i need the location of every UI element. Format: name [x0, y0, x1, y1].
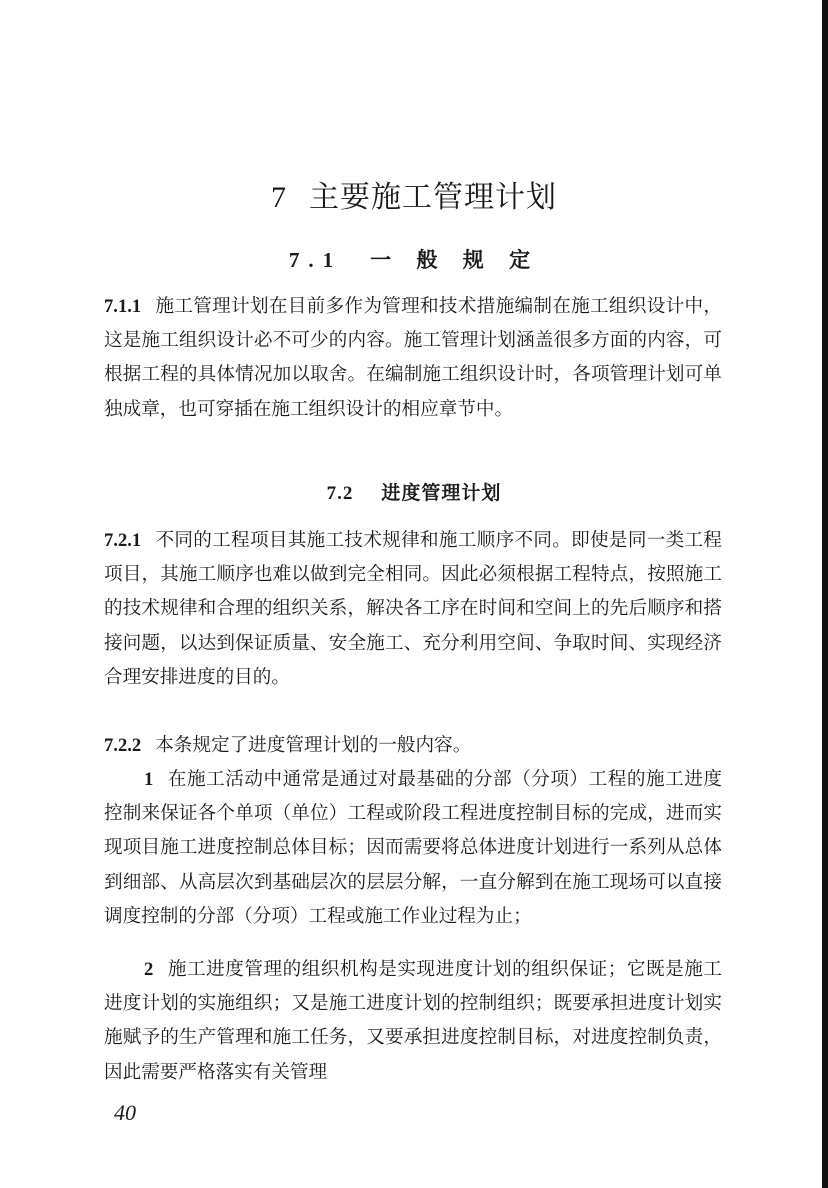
clause-7-1-1: [104, 290, 722, 427]
section-number: 7.2: [326, 483, 354, 504]
scan-edge-border: [822, 0, 828, 1188]
page-number: 40: [114, 1100, 136, 1125]
list-item-2: [104, 953, 722, 1090]
item-text: 在施工活动中通常是通过对最基础的分部（分项）工程的施工进度控制来保证各个单项（单位）工程或阶段工程进度控制目标的完成，进而实现项目施工进度控制总体目标；因而需要将总体进度计划进行一系列从总体到细部、从高层次到基础层次的层层分解，一直分解到在施工现场可以直接调度控制的分部（分项）工程或施工作业过程为止；: [104, 769, 722, 927]
item-number: 2: [144, 959, 154, 980]
list-item-1: [104, 763, 722, 934]
clause-text: 不同的工程项目其施工技术规律和施工顺序不同。即使是同一类工程项目，其施工顺序也难以做到完全相同。因此必须根据工程特点，按照施工的技术规律和合理的组织关系，解决各工序在时间和空间上的先后顺序和搭接问题，以达到保证质量、安全施工、充分利用空间、争取时间、实现经济合理安排进度的目的。: [104, 530, 722, 688]
clause-text: 本条规定了进度管理计划的一般内容。: [155, 735, 472, 756]
section-heading-7-1: [0, 244, 828, 274]
clause-number: 7.2.1: [104, 530, 142, 551]
section-title: 一 般 规 定: [370, 248, 540, 272]
item-number: 1: [144, 769, 154, 790]
section-heading-7-2: [0, 478, 828, 505]
item-text: 施工进度管理的组织机构是实现进度计划的组织保证；它既是施工进度计划的实施组织；又是施工进度计划的控制组织；既要承担进度计划实施赋予的生产管理和施工任务，又要承担进度控制目标，对进度控制负责，因此需要严格落实有关管理: [104, 959, 722, 1083]
chapter-number: 7: [271, 181, 287, 214]
clause-7-2-1: [104, 524, 722, 695]
section-number: 7.1: [288, 248, 343, 272]
clause-number: 7.2.2: [104, 735, 142, 756]
chapter-title-text: 主要施工管理计划: [309, 180, 557, 215]
clause-number: 7.1.1: [104, 296, 142, 317]
clause-text: 施工管理计划在目前多作为管理和技术措施编制在施工组织设计中，这是施工组织设计必不可少的内容。施工管理计划涵盖很多方面的内容，可根据工程的具体情况加以取舍。在编制施工组织设计时，各项管理计划可单独成章，也可穿插在施工组织设计的相应章节中。: [104, 296, 722, 420]
section-title: 进度管理计划: [381, 482, 502, 504]
chapter-title: [0, 172, 828, 216]
clause-7-2-2: [104, 729, 722, 763]
